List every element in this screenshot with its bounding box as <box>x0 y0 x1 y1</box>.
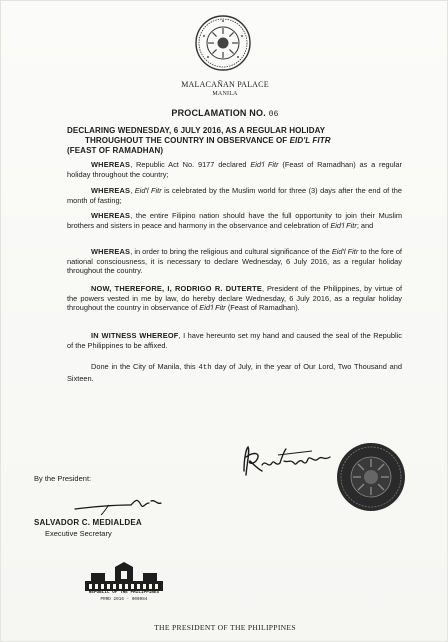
para-italic: Eid'l Fitr <box>331 247 359 256</box>
para-italic: Eid'l Fitr <box>134 186 162 195</box>
para-text: , <box>130 186 135 195</box>
para-italic: Eid'l Fitr <box>199 303 226 313</box>
office-name: MALACAÑAN PALACE <box>181 80 269 89</box>
presidential-seal-icon <box>194 14 252 72</box>
para-lead: IN WITNESS WHEREOF <box>91 331 179 340</box>
whereas-paragraph-4 <box>67 247 402 276</box>
para-text: (Feast of Ramadhan) as a regular holiday throughout the country; <box>67 160 402 179</box>
para-text: , in order to bring the religious and cultural significance of the <box>130 247 332 256</box>
para-lead: NOW, THEREFORE, I, RODRIGO R. DUTERTE <box>91 284 263 293</box>
para-text: Done in the City of Manila, this <box>91 362 199 371</box>
heading-line-2-text: THROUGHOUT THE COUNTRY IN OBSERVANCE OF <box>85 136 290 145</box>
para-text: , Republic Act No. 9177 declared <box>130 160 251 169</box>
heading-line-2 <box>67 136 403 146</box>
secretary-title: Executive Secretary <box>45 529 112 538</box>
heading-line-1: DECLARING WEDNESDAY, 6 JULY 2016, AS A REGULAR HOLIDAY <box>67 126 326 135</box>
heading-line-2-italic: EID'L FITR <box>289 136 331 145</box>
para-text: , President of the Philippines, by virtue of the powers vested in me by law, do hereby declare Wednesday, 6 July 2016, as a regular holiday throughout the country in observance of <box>67 284 402 313</box>
footer-text: THE PRESIDENT OF THE PHILIPPINES <box>154 623 296 632</box>
witness-paragraph <box>67 331 402 350</box>
whereas-paragraph-1 <box>67 160 402 179</box>
proclamation-number: 06 <box>268 110 279 119</box>
para-lead: WHEREAS <box>91 247 131 256</box>
para-lead: WHEREAS <box>91 211 131 220</box>
whereas-paragraph-3 <box>67 211 402 230</box>
whereas-paragraph-2 <box>67 186 402 205</box>
by-the-president-label: By the President: <box>34 474 92 483</box>
date-day: 4th <box>198 364 212 372</box>
para-text: (Feast of Ramadhan). <box>225 303 300 313</box>
stamp-line-1: REPUBLIC OF THE PHILIPPINES <box>88 591 160 595</box>
para-text: is celebrated by the Muslim world for three (3) days after the end of the month of fasting; <box>67 186 402 205</box>
para-text: , I have hereunto set my hand and caused the seal of the Republic of the Philippines to be affixed. <box>67 331 402 350</box>
done-paragraph <box>67 362 402 383</box>
official-seal-stamp-icon <box>335 441 407 513</box>
stamp-line-2: PRRD 2016 - 000084 <box>100 598 148 602</box>
para-italic: Eid'l Fitr <box>250 160 279 169</box>
para-italic: Eid'l Fitr <box>330 220 357 230</box>
executive-secretary-signature <box>71 491 166 517</box>
president-signature <box>238 441 338 481</box>
office-city: MANILA <box>212 91 238 97</box>
para-text: ; and <box>356 220 374 230</box>
proclamation-title <box>1 108 448 119</box>
para-text: to the fore of national consciousness, it is necessary to declare Wednesday, 6 July 2016, as a regular holiday throughout the country. <box>67 247 402 276</box>
secretary-name: SALVADOR C. MEDIALDEA <box>34 518 142 527</box>
para-text: , the entire Filipino nation should have the full opportunity to join their Muslim brothers and sisters in peace and harmony in the observance and celebration of <box>67 211 402 230</box>
proclamation-label: PROCLAMATION NO. <box>171 108 266 118</box>
para-lead: WHEREAS <box>91 160 131 169</box>
proclamation-heading <box>67 126 403 156</box>
para-lead: WHEREAS <box>91 186 131 195</box>
para-text: day of July, in the year of Our Lord, Two Thousand and Sixteen. <box>67 362 402 383</box>
therefore-paragraph <box>67 284 402 313</box>
heading-line-3: (FEAST OF RAMADHAN) <box>67 146 164 155</box>
